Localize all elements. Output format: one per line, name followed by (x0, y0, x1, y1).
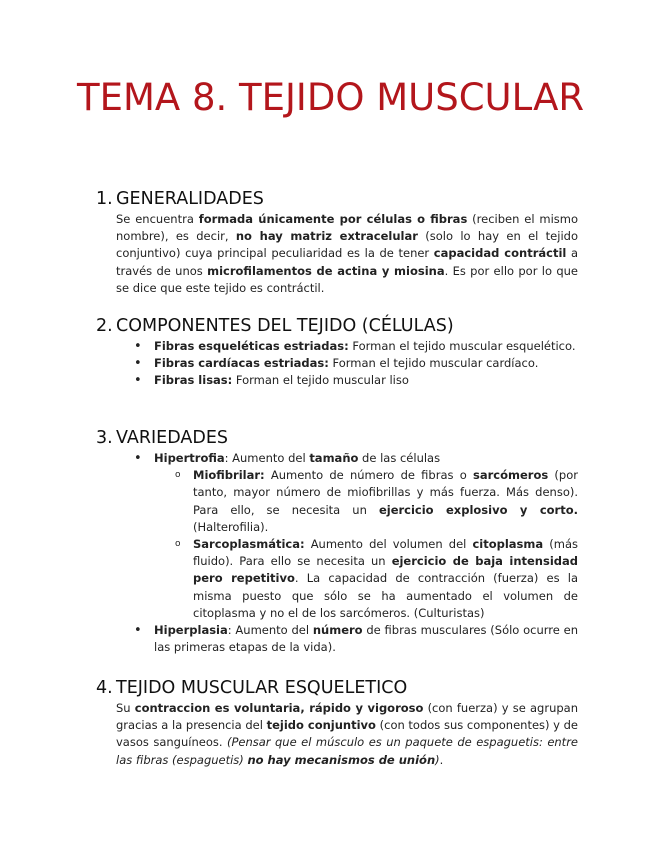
bold-text: tejido conjuntivo (266, 718, 376, 733)
bold-text: Miofibrilar: (193, 468, 265, 483)
component-list (0, 338, 578, 390)
italic-text: ) (435, 752, 440, 767)
section-number: 3. (96, 428, 113, 448)
section-heading (96, 427, 578, 449)
bold-text: formada únicamente por células o fibras (198, 212, 468, 226)
text: de fibras musculares (Sólo ocurre en las primeras etapas de la vida). (154, 623, 578, 655)
bold-text: Fibras lisas: (154, 373, 233, 388)
variety-list (0, 450, 578, 656)
section-number: 4. (96, 678, 113, 698)
bold-text: Sarcoplasmática: (193, 537, 305, 552)
page-title: TEMA 8. TEJIDO MUSCULAR (77, 76, 585, 119)
text: Forman el tejido muscular cardíaco. (328, 356, 539, 371)
section-generalidades (96, 188, 578, 297)
section-heading (96, 188, 578, 210)
bold-text: citoplasma (472, 537, 544, 552)
bold-text: Fibras esqueléticas estriadas: (154, 339, 349, 353)
section-title: GENERALIDADES (116, 189, 264, 209)
section-tejido-esqueletico (96, 677, 578, 769)
text: a través de unos (116, 246, 579, 278)
section-number: 1. (96, 189, 113, 209)
section-title: COMPONENTES DEL TEJIDO (CÉLULAS) (116, 316, 454, 336)
text: Su (116, 701, 135, 715)
text: de las células (358, 451, 441, 465)
bold-text: microfilamentos de actina y miosina (207, 263, 445, 278)
bold-text: número (312, 623, 363, 638)
text: : Aumento del (224, 451, 310, 465)
section-title: VARIEDADES (116, 428, 228, 448)
bold-text: no hay matriz extracelular (235, 229, 418, 244)
section-number: 2. (96, 316, 113, 336)
bold-text: contraccion es voluntaria, rápido y vigoroso (134, 701, 424, 715)
list-item (154, 372, 578, 389)
paragraph (116, 211, 578, 297)
text: (con todos sus componentes) y de vasos sanguíneos. (116, 718, 579, 750)
list-item-hipertrofia (154, 450, 578, 467)
paragraph (116, 700, 578, 769)
section-heading (96, 315, 578, 337)
bold-text: tamaño (309, 451, 359, 465)
bold-text: Hipertrofia (154, 451, 225, 465)
list-item-miofibrilar (193, 467, 578, 536)
text: (por tanto, mayor número de miofibrillas y más fuerza. Más denso). Para ello, se necesita un (193, 468, 578, 517)
list-item-sarcoplasmatica (193, 536, 578, 622)
text: (más fluido). Para ello se necesita un (193, 537, 579, 569)
bold-text: Fibras cardíacas estriadas: (154, 356, 329, 371)
text: Aumento de número de fibras o (264, 468, 473, 483)
text: . Es por ello por lo que se dice que este tejido es contráctil. (116, 263, 578, 295)
italic-text: (Pensar que el músculo es un paquete de espaguetis: entre las fibras (espaguetis) (116, 735, 578, 767)
list-item (154, 355, 578, 372)
text: : Aumento del (227, 623, 313, 638)
bold-text: ejercicio de baja intensidad pero repetitivo (193, 554, 579, 586)
section-componentes (96, 315, 578, 390)
section-heading (96, 677, 578, 699)
bold-text: Hiperplasia (154, 623, 228, 638)
bold-text: sarcómeros (473, 468, 549, 483)
bold-text: ejercicio explosivo y corto. (378, 502, 578, 517)
list-item-hiperplasia (154, 622, 578, 656)
bold-italic-text: no hay mecanismos de unión (247, 752, 436, 767)
text: (con fuerza) y se agrupan gracias a la presencia del (116, 701, 578, 733)
bold-text: capacidad contráctil (433, 246, 567, 261)
text: Forman el tejido muscular esquelético. (348, 339, 576, 353)
section-title: TEJIDO MUSCULAR ESQUELETICO (116, 678, 408, 698)
section-variedades (96, 427, 578, 656)
text: (Halterofilia). (193, 519, 269, 534)
text: Se encuentra (116, 212, 199, 226)
list-item (154, 338, 578, 355)
text: Forman el tejido muscular liso (232, 373, 409, 388)
text: Aumento del volumen del (304, 537, 473, 552)
text: . (439, 752, 444, 767)
text: (solo lo hay en el tejido conjuntivo) cuya principal peculiaridad es la de tener (116, 229, 578, 261)
text: (reciben el mismo nombre), es decir, (116, 212, 578, 244)
text: . La capacidad de contracción (fuerza) es la misma puesto que sólo se ha aumentado el volumen de citoplasma y no el de los sarcómeros. (Culturistas) (193, 571, 579, 620)
